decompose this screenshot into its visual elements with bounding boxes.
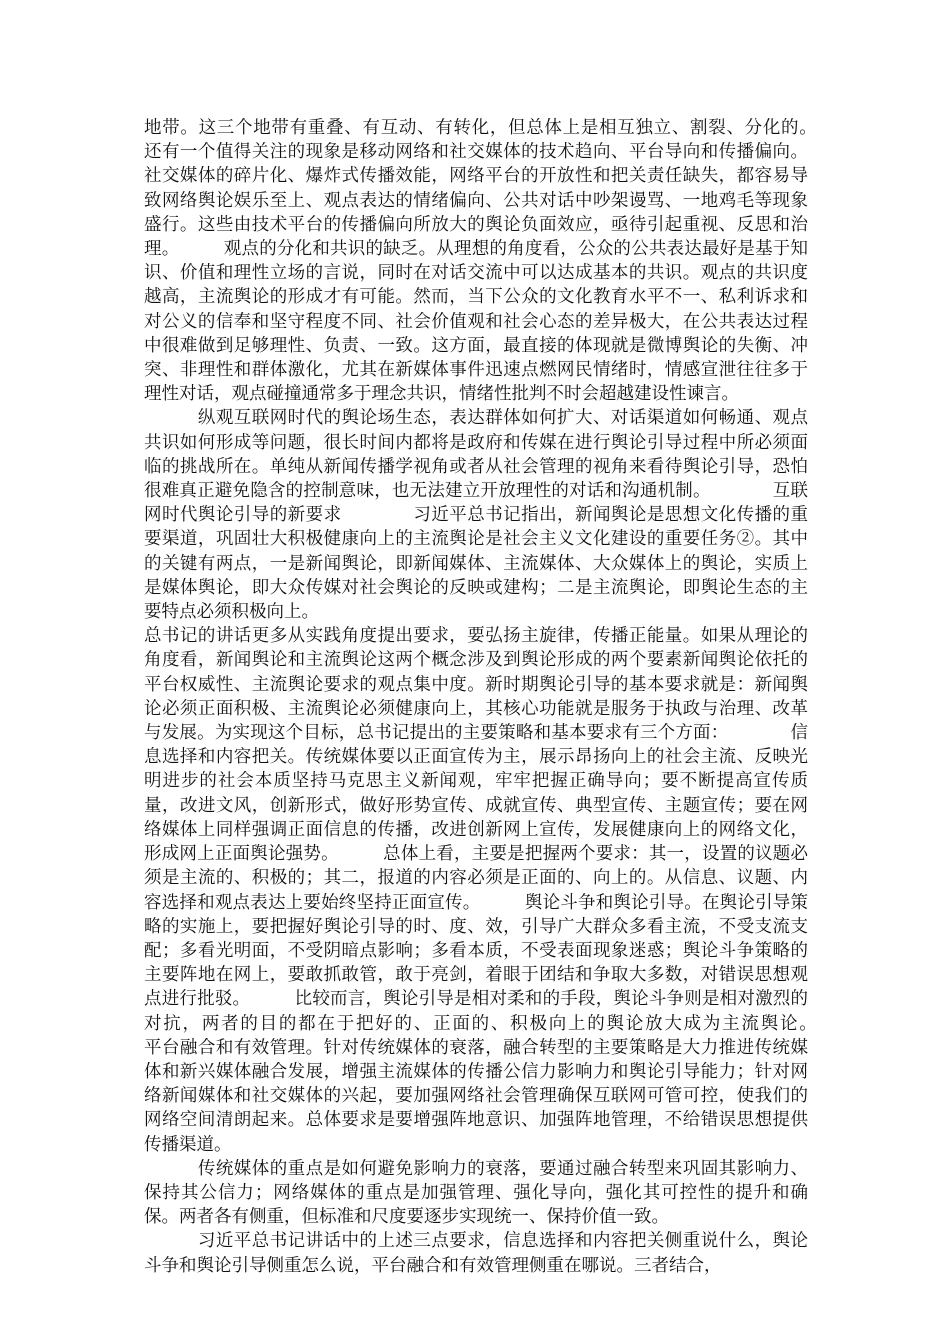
paragraph-2: 纵观互联网时代的舆论场生态，表达群体如何扩大、对话渠道如何畅通、观点共识如何形成等问题，很长时间内都将是政府和传媒在进行舆论引导过程中所必须面临的挑战所在。单纯从新闻传播学视角或者从社会管理的视角来看待舆论引导，恐怕很难真正避免隐含的控制意味，也无法建立开放理性的对话和沟通机制。 互联网时代舆论引导的新要求 习近平总书记指出，新闻舆论是思想文化传播的重要渠道，巩固壮大积极健康向上的主流舆论是社会主义文化建设的重要任务②。其中的关键有两点，一是新闻舆论，即新闻媒体、主流媒体、大众媒体上的舆论，实质上是媒体舆论，即大众传媒对社会舆论的反映或建构；二是主流舆论，即舆论生态的主要特点必须积极向上。 [144, 408, 808, 623]
paragraph-4: 传统媒体的重点是如何避免影响力的衰落，要通过融合转型来巩固其影响力、保持其公信力；网络媒体的重点是加强管理、强化导向，强化其可控性的提升和确保。两者各有侧重，但标准和尺度要逐步实现统一、保持价值一致。 [144, 1158, 808, 1228]
paragraph-1: 地带。这三个地带有重叠、有互动、有转化，但总体上是相互独立、割裂、分化的。 还有一个值得关注的现象是移动网络和社交媒体的技术趋向、平台导向和传播偏向。社交媒体的碎片化、爆炸式传播效能，网络平台的开放性和把关责任缺失，都容易导致网络舆论娱乐至上、观点表达的情绪偏向、公共对话中吵架谩骂、一地鸡毛等现象盛行。这些由技术平台的传播偏向所放大的舆论负面效应，亟待引起重视、反思和治理。 观点的分化和共识的缺乏。从理想的角度看，公众的公共表达最好是基于知识、价值和理性立场的言说，同时在对话交流中可以达成基本的共识。观点的共识度越高，主流舆论的形成才有可能。然而，当下公众的文化教育水平不一、私利诉求和对公义的信奉和坚守程度不同、社会价值观和社会心态的差异极大，在公共表达过程中很难做到足够理性、负责、一致。这方面，最直接的体现就是微博舆论的失衡、冲突、非理性和群体激化，尤其在新媒体事件迅速点燃网民情绪时，情感宣泄往往多于理性对话，观点碰撞通常多于理念共识，情绪性批判不时会超越建设性谏言。 [144, 118, 861, 405]
paragraph-3: 总书记的讲话更多从实践角度提出要求，要弘扬主旋律，传播正能量。如果从理论的角度看，新闻舆论和主流舆论这两个概念涉及到舆论形成的两个要素新闻舆论依托的平台权威性、主流舆论要求的观点集中度。新时期舆论引导的基本要求就是：新闻舆论必须正面积极、主流舆论必须健康向上，其核心功能就是服务于执政与治理、改革与发展。为实现这个目标，总书记提出的主要策略和基本要求有三个方面： 信息选择和内容把关。传统媒体要以正面宣传为主，展示昂扬向上的社会主流、反映光明进步的社会本质坚持马克思主义新闻观，牢牢把握正确导向；要不断提高宣传质量，改进文风，创新形式，做好形势宣传、成就宣传、典型宣传、主题宣传；要在网络媒体上同样强调正面信息的传播，改进创新网上宣传，发展健康向上的网络文化，形成网上正面舆论强势。 总体上看，主要是把握两个要求：其一，设置的议题必须是主流的、积极的；其二，报道的内容必须是正面的、向上的。从信息、议题、内容选择和观点表达上要始终坚持正面宣传。 舆论斗争和舆论引导。在舆论引导策略的实施上，要把握好舆论引导的时、度、效，引导广大群众多看主流，不受支流支配；多看光明面，不受阴暗点影响；多看本质，不受表面现象迷惑；舆论斗争策略的主要阵地在网上，要敢抓敢管，敢于亮剑，着眼于团结和争取大多数，对错误思想观点进行批驳。 比较而言，舆论引导是相对柔和的手段，舆论斗争则是相对激烈的对抗，两者的目的都在于把好的、正面的、积极向上的舆论放大成为主流舆论。 平台融合和有效管理。针对传统媒体的衰落，融合转型的主要策略是大力推进传统媒体和新兴媒体融合发展，增强主流媒体的传播公信力影响力和舆论引导能力；针对网络新闻媒体和社交媒体的兴起，要加强网络社会管理确保互联网可管可控，使我们的网络空间清朗起来。总体要求是要增强阵地意识、加强阵地管理，不给错误思想提供传播渠道。 [144, 626, 861, 1155]
document-body [144, 116, 861, 1278]
paragraph-5: 习近平总书记讲话中的上述三点要求，信息选择和内容把关侧重说什么，舆论斗争和舆论引导侧重怎么说，平台融合和有效管理侧重在哪说。三者结合， [144, 1231, 808, 1276]
